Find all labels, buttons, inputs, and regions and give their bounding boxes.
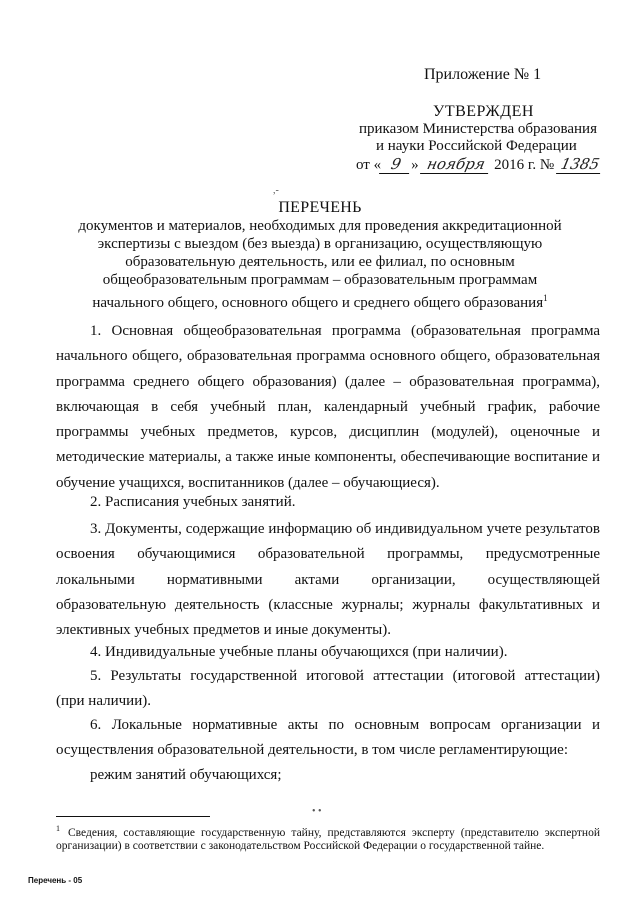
order-issuer-line2: и науки Российской Федерации	[376, 138, 577, 154]
paragraph-3	[56, 517, 600, 643]
subtitle-line: общеобразовательным программам – образовательным программам	[102, 272, 538, 288]
footnote	[56, 822, 600, 854]
footnote-reference: 1	[543, 293, 548, 303]
paragraph-text: 6. Локальные нормативные акты по основным вопросам организации и осуществления образовательной деятельности, в том числе регламентирующие:	[56, 717, 600, 759]
scan-mark: ,-	[273, 185, 279, 196]
paragraph-7	[56, 763, 600, 788]
document-subtitle	[70, 217, 570, 312]
subtitle-line: образовательную деятельность, или ее филиал, по основным	[125, 254, 515, 270]
subtitle-line	[70, 289, 570, 312]
handwritten-order-number: 1385	[556, 155, 604, 174]
footnote-mark: 1	[56, 824, 60, 833]
paragraph-text: 3. Документы, содержащие информацию об индивидуальном учете результатов освоения обучающимися образовательной программы, предусмотренные локальными нормативными актами организации, осуществляющей образовательную деятельность (классные журналы; журналы факультативных и элективных учебных предметов и иные документы).	[56, 521, 600, 639]
paragraph-text: режим занятий обучающихся;	[90, 767, 282, 783]
paragraph-text: 2. Расписания учебных занятий.	[90, 494, 296, 510]
footnote-text: Сведения, составляющие государственную тайну, представляются эксперту (представителю экспертной организации) в соответствии с законодательством Российской Федерации о государственной тайне.	[56, 826, 600, 853]
subtitle-line-text: начального общего, основного общего и среднего общего образования	[92, 295, 544, 311]
paragraph-text: 4. Индивидуальные учебные планы обучающихся (при наличии).	[90, 644, 508, 660]
date-prefix: от «	[356, 157, 382, 173]
subtitle-line: документов и материалов, необходимых для проведения аккредитационной	[78, 218, 562, 234]
paragraph-4	[56, 640, 600, 665]
paragraph-text: 1. Основная общеобразовательная программа (образовательная программа начального общего, образовательная программа основного общего, образовательная программа среднего общего образования) (далее – образовательная программа), включающая в себя учебный план, календарный учебный график, рабочие программы учебных предметов, курсов, дисциплин (модулей), оценочные и методические материалы, а также иные компоненты, обеспечивающие воспитание и обучение учащихся, воспитанников (далее – обучающиеся).	[56, 323, 600, 491]
paragraph-5	[56, 664, 600, 715]
paragraph-6	[56, 713, 600, 764]
handwritten-day: 9	[379, 155, 413, 174]
appendix-label: Приложение № 1	[424, 66, 542, 83]
approved-stamp-heading: УТВЕРЖДЕН	[433, 103, 534, 120]
order-date-line	[356, 155, 602, 174]
handwritten-month: ноября	[420, 155, 492, 174]
footnote-divider	[56, 816, 210, 817]
document-title: ПЕРЕЧЕНЬ	[278, 199, 362, 216]
page-footer-label: Перечень - 05	[28, 876, 83, 885]
date-year: 2016 г. №	[494, 157, 555, 173]
paragraph-1	[56, 319, 600, 496]
scan-mark: • •	[312, 806, 322, 817]
date-mid: »	[411, 157, 419, 173]
paragraph-text: 5. Результаты государственной итоговой аттестации (итоговой аттестации) (при наличии).	[56, 668, 600, 710]
order-issuer-line1: приказом Министерства образования	[359, 121, 597, 137]
subtitle-line: экспертизы с выездом (без выезда) в организацию, осуществляющую	[97, 236, 543, 252]
paragraph-2	[56, 490, 600, 515]
